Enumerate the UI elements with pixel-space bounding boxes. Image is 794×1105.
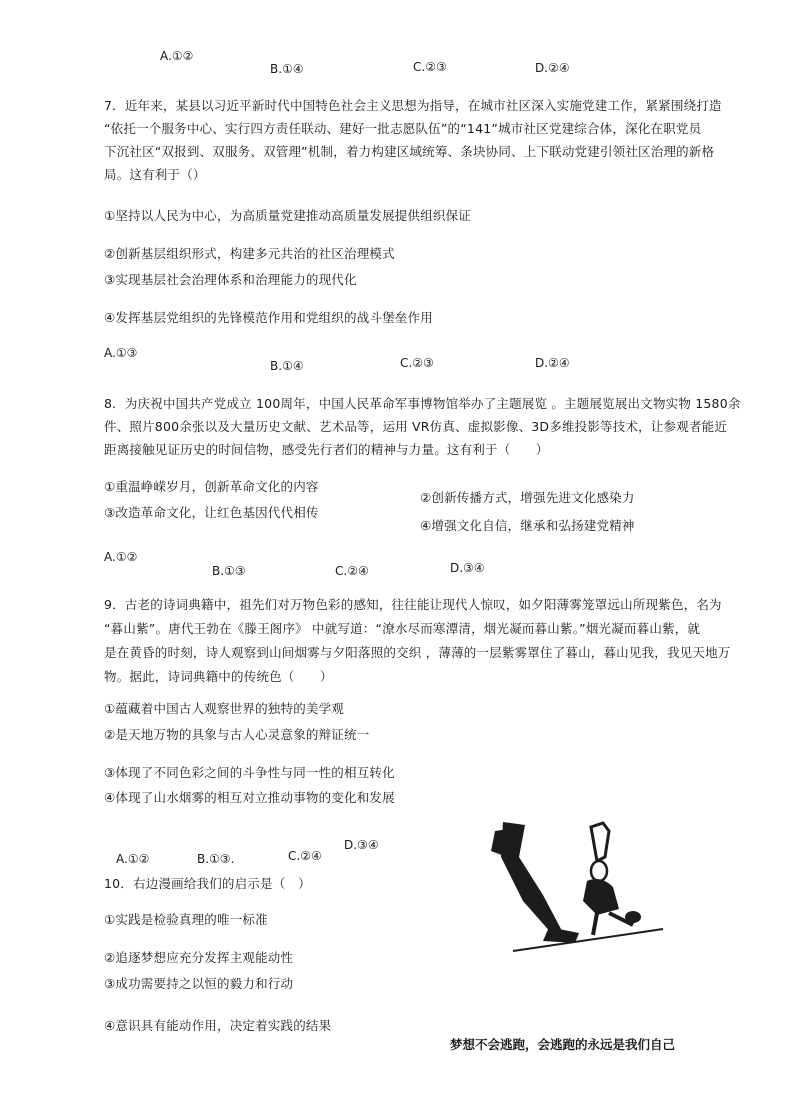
q9-item-4: ④体现了山水烟雾的相互对立推动事物的变化和发展 <box>104 790 395 805</box>
q9-stem-line-4: 物。据此，诗词典籍中的传统色（ ） <box>104 669 333 684</box>
q7-stem-line-2: “依托一个服务中心、实行四方责任联动、建好一批志愿队伍”的“141”城市社区党建综合体，深化在职党员 <box>104 121 702 136</box>
q8-item-4: ④增强文化自信，继承和弘扬建党精神 <box>420 518 635 533</box>
q6-option-b: B.①④ <box>270 62 304 76</box>
q8-stem-line-3: 距离接触见证历史的时间信物，感受先行者们的精神与力量。这有利于（ ） <box>104 442 549 457</box>
q8-option-d: D.③④ <box>450 561 485 575</box>
q9-stem-line-3: 是在黄昏的时刻，诗人观察到山间烟雾与夕阳落照的交织 ，薄薄的一层紫雾罩住了暮山，暮山见我，我见天地万 <box>104 645 731 660</box>
q6-option-d: D.②④ <box>535 61 570 75</box>
q7-item-1: ①坚持以人民为中心，为高质量党建推动高质量发展提供组织保证 <box>104 208 472 223</box>
q7-option-d: D.②④ <box>535 356 570 370</box>
cartoon-caption: 梦想不会逃跑，会逃跑的永远是我们自己 <box>450 1037 676 1052</box>
q8-option-b: B.①③ <box>212 564 246 578</box>
q9-item-3: ③体现了不同色彩之间的斗争性与同一性的相互转化 <box>104 765 395 780</box>
q9-stem-line-2: “暮山紫”。唐代王勃在《滕王阁序》 中就写道：“潦水尽而寒潭清，烟光凝而暮山紫。”烟光凝而暮山紫，就 <box>104 621 701 636</box>
q8-item-3: ③改造革命文化，让红色基因代代相传 <box>104 505 319 520</box>
q7-item-2: ②创新基层组织形式，构建多元共治的社区治理模式 <box>104 246 395 261</box>
q10-item-3: ③成功需要持之以恒的毅力和行动 <box>104 976 294 991</box>
q8-stem-line-2: 件、照片800余张以及大量历史文献、艺术品等，运用 VR仿真、虚拟影像、3D多维投影等技术，让参观者能近 <box>104 419 728 434</box>
q10-stem: 10．右边漫画给我们的启示是（ ） <box>104 876 311 891</box>
q9-option-d: D.③④ <box>344 838 379 852</box>
q7-item-4: ④发挥基层党组织的先锋模范作用和党组织的战斗堡垒作用 <box>104 310 433 325</box>
q6-option-c: C.②③ <box>413 60 447 74</box>
q8-item-1: ①重温峥嵘岁月，创新革命文化的内容 <box>104 479 319 494</box>
q10-item-1: ①实践是检验真理的唯一标准 <box>104 912 268 927</box>
q7-option-b: B.①④ <box>270 359 304 373</box>
q8-stem-line-1: 8．为庆祝中国共产党成立 100周年，中国人民革命军事博物馆举办了主题展览 。主题展览展出文物实物 1580余 <box>104 396 741 411</box>
q7-stem-line-3: 下沉社区“双报到、双服务、双管理”机制，着力构建区域统筹、条块协同、上下联动党建引领社区治理的新格 <box>104 144 715 159</box>
q7-item-3: ③实现基层社会治理体系和治理能力的现代化 <box>104 272 357 287</box>
q9-option-b: B.①③. <box>197 852 235 866</box>
q6-option-a: A.①② <box>160 49 194 63</box>
q9-item-2: ②是天地万物的具象与古人心灵意象的辩证统一 <box>104 727 370 742</box>
q7-stem-line-4: 局。这有利于（） <box>104 167 206 182</box>
q7-option-a: A.①③ <box>104 346 138 360</box>
q9-option-a: A.①② <box>116 852 150 866</box>
q9-option-c: C.②④ <box>288 849 322 863</box>
q10-item-2: ②追逐梦想应充分发挥主观能动性 <box>104 950 294 965</box>
q10-item-4: ④意识具有能动作用，决定着实践的结果 <box>104 1018 332 1033</box>
q7-option-c: C.②③ <box>400 356 434 370</box>
q9-stem-line-1: 9．古老的诗词典籍中，祖先们对万物色彩的感知，往往能让现代人惊叹，如夕阳薄雾笼罩远山所现紫色，名为 <box>104 597 722 612</box>
cartoon-illustration <box>483 817 673 957</box>
q7-stem-line-1: 7．近年来，某县以习近平新时代中国特色社会主义思想为指导，在城市社区深入实施党建工作，紧紧围绕打造 <box>104 98 722 113</box>
q8-item-2: ②创新传播方式，增强先进文化感染力 <box>420 490 635 505</box>
q8-option-c: C.②④ <box>335 564 369 578</box>
q8-option-a: A.①② <box>104 550 138 564</box>
q9-item-1: ①蕴藏着中国古人观察世界的独特的美学观 <box>104 701 345 716</box>
